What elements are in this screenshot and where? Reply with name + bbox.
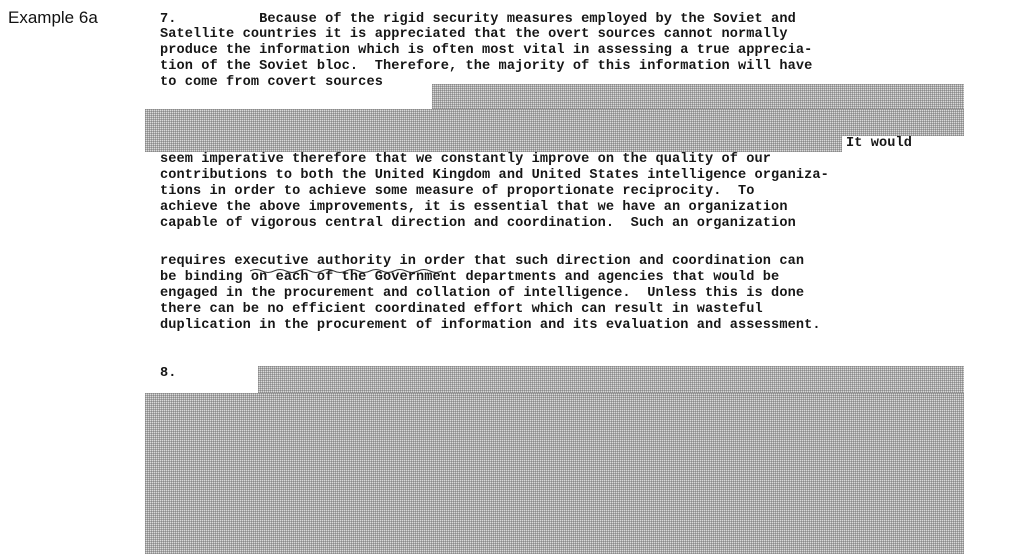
redaction-block-3 bbox=[145, 134, 842, 152]
para7-line-4: tion of the Soviet bloc. Therefore, the majority of this information will have bbox=[160, 59, 813, 74]
para7-it-would: It would bbox=[846, 136, 913, 151]
redaction-block-4 bbox=[258, 366, 964, 395]
para7-line-13: engaged in the procurement and collation of intelligence. Unless this is done bbox=[160, 286, 805, 301]
redaction-block-2 bbox=[145, 109, 964, 136]
para7-line-12: be binding on each of the Government departments and agencies that would be bbox=[160, 270, 780, 285]
para7-line-5: to come from covert sources bbox=[160, 75, 383, 90]
example-label: Example 6a bbox=[8, 8, 98, 27]
para7-line-14: there can be no efficient coordinated effort which can result in wasteful bbox=[160, 302, 763, 317]
para8-number: 8. bbox=[160, 366, 177, 381]
para7-line-7: contributions to both the United Kingdom and United States intelligence organiza- bbox=[160, 168, 829, 183]
para7-line-10: capable of vigorous central direction and coordination. Such an organization bbox=[160, 216, 796, 231]
para7-line-2: Satellite countries it is appreciated that the overt sources cannot normally bbox=[160, 27, 788, 42]
redaction-block-5 bbox=[145, 393, 964, 554]
para7-line-11: requires executive authority in order that such direction and coordination can bbox=[160, 254, 805, 269]
para7-line-6: seem imperative therefore that we constantly improve on the quality of our bbox=[160, 152, 772, 167]
handwritten-underline bbox=[250, 268, 442, 274]
redaction-block-1 bbox=[432, 84, 964, 111]
para7-line-8: tions in order to achieve some measure of proportionate reciprocity. To bbox=[160, 184, 755, 199]
para7-line-3: produce the information which is often most vital in assessing a true apprecia- bbox=[160, 43, 813, 58]
para7-line-15: duplication in the procurement of information and its evaluation and assessment. bbox=[160, 318, 821, 333]
para7-line-1: 7. Because of the rigid security measures employed by the Soviet and bbox=[160, 12, 796, 27]
para7-line-9: achieve the above improvements, it is essential that we have an organization bbox=[160, 200, 788, 215]
